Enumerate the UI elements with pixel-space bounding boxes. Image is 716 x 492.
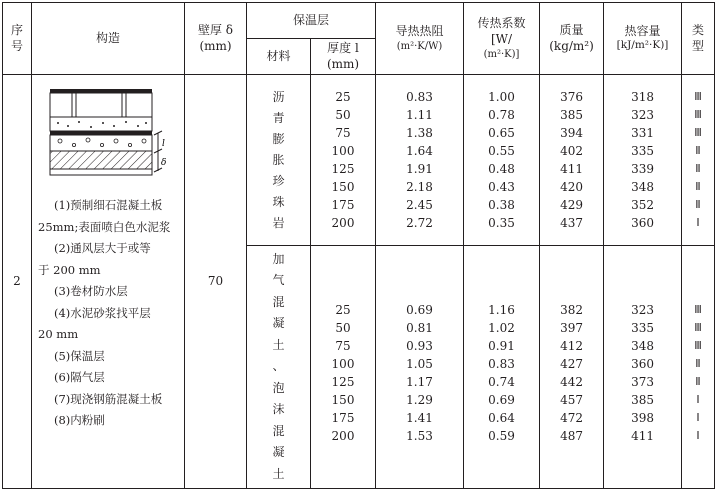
header-heat-capacity: [604, 3, 682, 75]
type-value: Ⅲ: [694, 303, 702, 316]
thickness-cell-1: [311, 75, 376, 246]
coefficient-cell-1: [464, 75, 540, 246]
heat-capacity-unit: [kJ/m²·K)]: [616, 39, 669, 52]
resistance-value: 1.11: [406, 108, 433, 122]
resistance-value: 1.05: [406, 357, 433, 371]
material-char: 膨: [272, 131, 285, 146]
resistance-cell-2: [376, 246, 464, 489]
coefficient-value: 0.78: [488, 108, 515, 122]
wall-thickness-value: 70: [185, 75, 247, 489]
type-value: Ⅱ: [695, 357, 701, 370]
type-value: Ⅰ: [696, 216, 700, 229]
resistance-value: 1.91: [406, 162, 433, 176]
heat-capacity-value: 348: [631, 339, 654, 353]
material-cell-2: [247, 246, 311, 489]
thickness-value: 125: [331, 162, 355, 176]
coefficient-value: 1.02: [488, 321, 515, 335]
coefficient-label: 传热系数: [477, 16, 526, 31]
thickness-value: 200: [331, 216, 355, 230]
thickness-value: 125: [331, 375, 355, 389]
resistance-value: 1.17: [406, 375, 433, 389]
layer-line: (5)保温层: [54, 348, 105, 363]
coefficient-value: 0.35: [488, 216, 515, 230]
header-no-char: 序: [10, 22, 23, 37]
heat-capacity-value: 398: [631, 411, 654, 425]
material-char: 沥: [272, 89, 285, 104]
type-value: Ⅱ: [695, 198, 701, 211]
material-char: 岩: [272, 215, 285, 230]
mass-value: 382: [560, 303, 583, 317]
type-value: Ⅱ: [695, 162, 701, 175]
wall-thickness-label: 壁厚 δ: [197, 22, 234, 37]
material-char: 混: [272, 294, 285, 309]
type-value: Ⅰ: [696, 429, 700, 442]
heat-capacity-value: 352: [631, 198, 654, 212]
type-value: Ⅲ: [694, 108, 702, 121]
resistance-value: 2.45: [406, 198, 433, 212]
heat-capacity-value: 335: [631, 144, 654, 158]
heat-capacity-value: 411: [631, 429, 654, 443]
type-value: Ⅲ: [694, 321, 702, 334]
diagram-label-delta: δ: [161, 158, 167, 168]
diagram-label-l: l: [162, 139, 165, 149]
coefficient-value: 0.65: [488, 126, 515, 140]
material-cell-1: [247, 75, 311, 246]
type-value: Ⅰ: [696, 393, 700, 406]
heat-capacity-value: 360: [631, 357, 654, 371]
coefficient-value: 0.48: [488, 162, 515, 176]
header-wall-thickness: [185, 3, 247, 75]
coefficient-value: 0.38: [488, 198, 515, 212]
resistance-value: 2.72: [406, 216, 433, 230]
layer-line: 25mm;表面喷白色水泥浆: [38, 219, 171, 234]
heat-capacity-value: 360: [631, 216, 654, 230]
resistance-cell-1: [376, 75, 464, 246]
thickness-value: 25: [335, 303, 351, 317]
header-insulation: 保温层: [247, 3, 376, 39]
material-char: 珠: [272, 194, 285, 209]
thickness-value: 150: [331, 180, 355, 194]
material-char: 沫: [272, 402, 285, 417]
heat-capacity-value: 318: [631, 90, 654, 104]
thickness-value: 200: [331, 429, 355, 443]
wall-thickness-unit: (mm): [199, 38, 232, 53]
heat-capacity-value: 348: [631, 180, 654, 194]
thickness-value: 175: [331, 411, 355, 425]
resistance-label: 导热热阻: [395, 24, 444, 39]
heat-capacity-value: 323: [631, 303, 654, 317]
thickness-value: 50: [335, 321, 351, 335]
type-cell-1: [682, 75, 715, 246]
resistance-value: 0.93: [406, 339, 433, 353]
thickness-label: 厚度 l: [327, 40, 359, 55]
thickness-value: 75: [335, 339, 351, 353]
heat-capacity-label: 热容量: [624, 23, 661, 38]
material-char: 气: [272, 273, 285, 288]
coefficient-value: 0.91: [488, 339, 515, 353]
resistance-value: 1.64: [406, 144, 433, 158]
layer-line: (4)水泥砂浆找平层: [54, 305, 151, 320]
mass-value: 376: [560, 90, 583, 104]
mass-value: 385: [560, 108, 583, 122]
type-cell-2: [682, 246, 715, 489]
header-type-char: 类: [692, 22, 705, 37]
header-mass: [540, 3, 604, 75]
material-char: 珍: [272, 173, 285, 188]
thickness-value: 75: [335, 126, 351, 140]
thickness-unit: (mm): [326, 56, 360, 71]
mass-value: 457: [560, 393, 583, 407]
resistance-unit: (m²·K/W): [396, 40, 443, 52]
coefficient-value: 0.55: [488, 144, 515, 158]
heat-capacity-value: 339: [631, 162, 654, 176]
coefficient-value: 0.64: [488, 411, 515, 425]
layer-line: 20 mm: [38, 327, 79, 341]
header-type-char: 型: [692, 38, 705, 53]
mass-unit: (kg/m²): [549, 38, 594, 53]
thickness-value: 25: [335, 90, 351, 104]
construction-cell: [32, 75, 185, 489]
resistance-value: 0.81: [406, 321, 433, 335]
mass-value: 437: [560, 216, 583, 230]
type-value: Ⅱ: [695, 180, 701, 193]
resistance-value: 1.29: [406, 393, 433, 407]
resistance-value: 1.53: [406, 429, 433, 443]
type-value: Ⅱ: [695, 144, 701, 157]
coefficient-value: 0.59: [488, 429, 515, 443]
type-value: Ⅰ: [696, 411, 700, 424]
layer-line: (8)内粉刷: [54, 413, 105, 427]
heat-capacity-cell-2: [604, 246, 682, 489]
coefficient-value: 0.69: [488, 393, 515, 407]
thickness-cell-2: [311, 246, 376, 489]
mass-value: 402: [560, 144, 583, 158]
coefficient-unit-1: [W/: [490, 32, 513, 46]
coefficient-value: 1.00: [488, 90, 515, 104]
thickness-value: 150: [331, 393, 355, 407]
mass-cell-2: [540, 246, 604, 489]
layer-line: (1)预制细石混凝土板: [54, 198, 163, 212]
header-type: [682, 3, 715, 75]
heat-capacity-value: 373: [631, 375, 654, 389]
heat-capacity-value: 385: [631, 393, 654, 407]
material-char: 凝: [272, 316, 285, 331]
header-thickness: [311, 39, 376, 75]
header-material: 材料: [247, 39, 311, 75]
resistance-value: 1.38: [406, 126, 433, 140]
resistance-value: 0.69: [406, 303, 433, 317]
mass-value: 427: [560, 357, 583, 371]
layer-line: 于 200 mm: [38, 262, 101, 277]
layer-line: (7)现浇钢筋混凝土板: [54, 391, 163, 406]
coefficient-value: 0.74: [488, 375, 515, 389]
layer-line: (6)隔气层: [54, 370, 105, 384]
type-value: Ⅲ: [694, 126, 702, 139]
header-no: [3, 3, 32, 75]
thickness-value: 50: [335, 108, 351, 122]
header-resistance: [376, 3, 464, 75]
mass-label: 质量: [559, 22, 584, 37]
thickness-value: 100: [331, 144, 355, 158]
insulation-table: [2, 2, 715, 489]
roof-construction-diagram: [46, 81, 174, 191]
material-char: 加: [272, 251, 285, 266]
heat-capacity-cell-1: [604, 75, 682, 246]
coefficient-value: 0.43: [488, 180, 515, 194]
mass-value: 472: [560, 411, 583, 425]
mass-value: 420: [560, 180, 583, 194]
mass-value: 442: [560, 375, 583, 389]
mass-value: 412: [560, 339, 583, 353]
material-char: 胀: [272, 152, 285, 167]
mass-value: 429: [560, 198, 583, 212]
heat-capacity-value: 331: [631, 126, 654, 140]
coefficient-unit-2: (m²·K)]: [483, 48, 520, 60]
mass-cell-1: [540, 75, 604, 246]
resistance-value: 1.41: [406, 411, 433, 425]
mass-value: 487: [560, 429, 583, 443]
heat-capacity-value: 335: [631, 321, 654, 335]
thickness-value: 100: [331, 357, 355, 371]
layer-line: (2)通风层大于或等: [54, 241, 151, 255]
layer-description: [32, 195, 184, 432]
material-char: 凝: [272, 445, 285, 460]
material-char: 青: [272, 110, 285, 125]
row-number: 2: [3, 75, 32, 489]
material-char: 泡: [272, 380, 285, 395]
material-char: 、: [272, 359, 285, 374]
mass-value: 394: [560, 126, 583, 140]
material-char: 土: [272, 466, 285, 481]
type-value: Ⅱ: [695, 375, 701, 388]
type-value: Ⅲ: [694, 339, 702, 352]
header-no-char: 号: [10, 38, 23, 53]
thickness-value: 175: [331, 198, 355, 212]
coefficient-cell-2: [464, 246, 540, 489]
heat-capacity-value: 323: [631, 108, 654, 122]
material-char: 混: [272, 423, 285, 438]
mass-value: 397: [560, 321, 583, 335]
coefficient-value: 0.83: [488, 357, 515, 371]
mass-value: 411: [560, 162, 583, 176]
material-char: 土: [272, 337, 285, 352]
header-coefficient: [464, 3, 540, 75]
resistance-value: 0.83: [406, 90, 433, 104]
type-value: Ⅲ: [694, 90, 702, 103]
coefficient-value: 1.16: [488, 303, 515, 317]
header-construction: 构造: [32, 3, 185, 75]
layer-line: (3)卷材防水层: [54, 284, 128, 298]
resistance-value: 2.18: [406, 180, 433, 194]
